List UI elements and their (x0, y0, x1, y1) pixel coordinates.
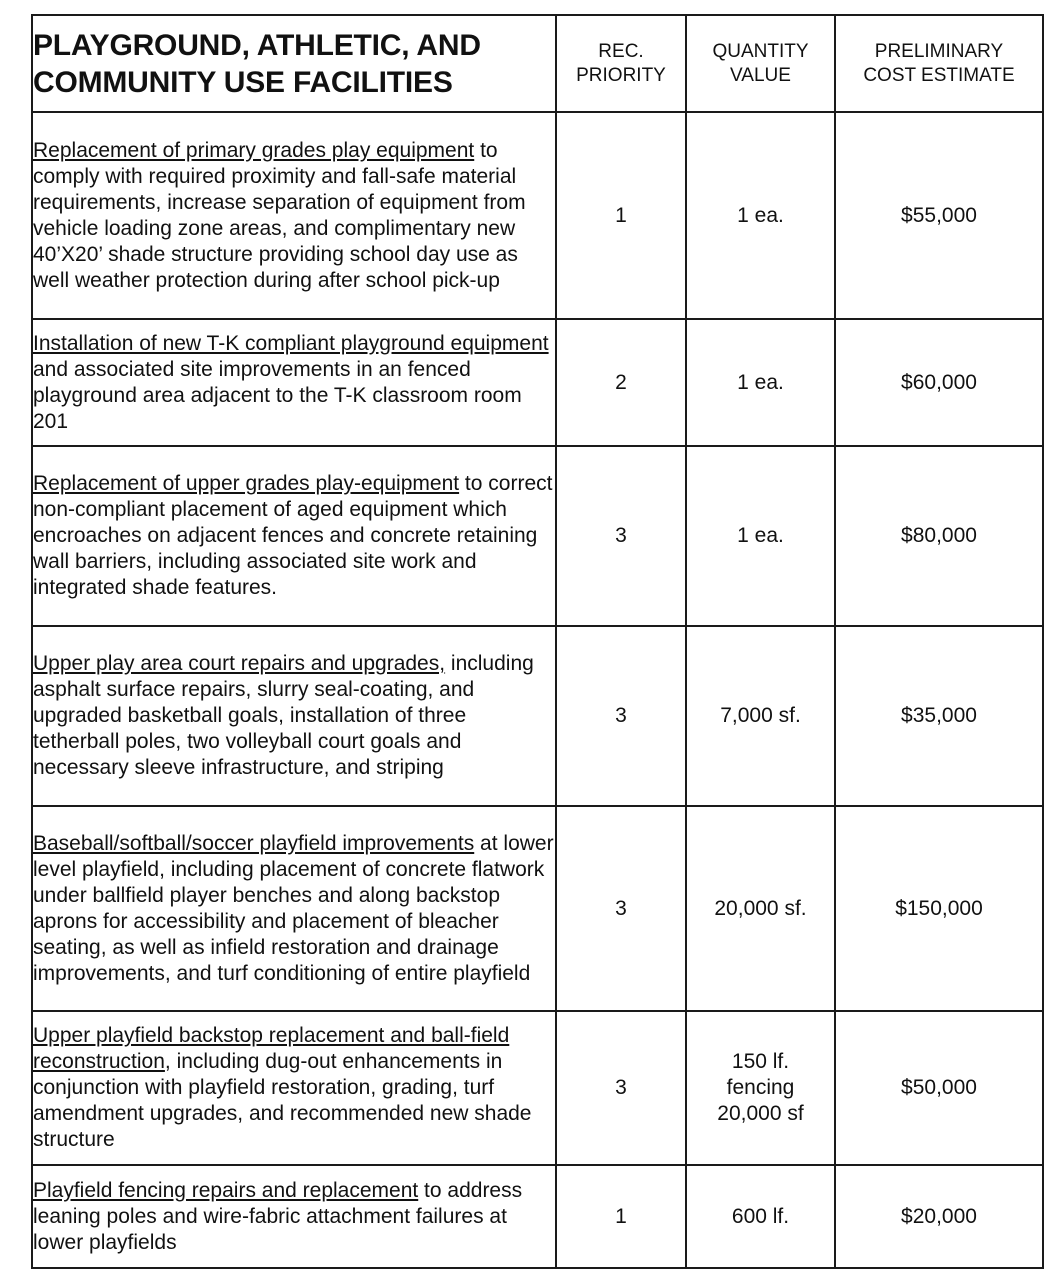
row-description (32, 1011, 556, 1165)
row-cost: $150,000 (835, 806, 1043, 1011)
table-row (32, 319, 1043, 446)
table-title-line1: PLAYGROUND, ATHLETIC, AND (33, 28, 481, 62)
priority-header-line1: REC. (598, 40, 644, 62)
quantity-line: 600 lf. (731, 1204, 790, 1228)
row-description (32, 319, 556, 446)
row-description-rest: to address leaning poles and wire-fabric attachment failures at lower playfields (33, 1178, 523, 1254)
table-row (32, 112, 1043, 319)
row-description-lead: Baseball/softball/soccer playfield improvements (33, 831, 475, 855)
quantity-line: 1 ea. (737, 524, 784, 547)
row-description-rest: at lower level playfield, including placement of concrete flatwork under ballfield player benches and along backstop aprons for accessibility and placement of bleacher seating, as well as infield restoration and drainage improvements, and turf conditioning of entire playfield (33, 831, 554, 985)
row-description-lead: Playfield fencing repairs and replacement (33, 1178, 419, 1202)
quantity-line: 1 ea. (737, 370, 784, 394)
row-cost: $50,000 (835, 1011, 1043, 1165)
row-priority: 3 (556, 446, 686, 626)
table-row (32, 1011, 1043, 1165)
row-description-rest: to comply with required proximity and fall-safe material requirements, increase separation of equipment from vehicle loading zone areas, and complimentary new 40’X20’ shade structure providing school day use as well weather protection during after school pick-up (33, 138, 526, 292)
row-quantity (686, 806, 835, 1011)
table-title (32, 15, 556, 112)
row-description (32, 806, 556, 1011)
row-cost: $55,000 (835, 112, 1043, 319)
table-header-row (32, 15, 1043, 112)
row-description-rest: including asphalt surface repairs, slurry seal-coating, and upgraded basketball goals, installation of three tetherball poles, two volleyball court goals and necessary sleeve infrastructure, and striping (33, 652, 534, 779)
row-description-rest: , including dug-out enhancements in conjunction with playfield restoration, grading, turf amendment upgrades, and recommended new shade structure (33, 1050, 532, 1151)
row-priority: 3 (556, 626, 686, 806)
row-priority: 3 (556, 1011, 686, 1165)
row-description-lead: Installation of new T-K compliant playground equipment (33, 331, 549, 355)
row-description-rest: to correct non-compliant placement of aged equipment which encroaches on adjacent fences and concrete retaining wall barriers, including associated site work and integrated shade features. (33, 472, 553, 599)
row-cost: $20,000 (835, 1165, 1043, 1268)
row-description-lead: Upper play area court repairs and upgrades, (33, 652, 446, 675)
row-description-rest: and associated site improvements in an fenced playground area adjacent to the T-K classroom room 201 (33, 357, 522, 433)
row-description (32, 446, 556, 626)
row-quantity (686, 1011, 835, 1165)
quantity-line: 20,000 sf. (714, 896, 807, 920)
row-priority: 1 (556, 1165, 686, 1268)
quantity-column-header (686, 15, 835, 112)
row-description (32, 112, 556, 319)
table-title-line2: COMMUNITY USE FACILITIES (33, 65, 453, 99)
quantity-line: 1 ea. (737, 203, 784, 227)
row-quantity (686, 1165, 835, 1268)
quantity-header-line2: VALUE (730, 64, 791, 86)
row-quantity (686, 112, 835, 319)
quantity-header-line1: QUANTITY (712, 40, 809, 62)
row-quantity (686, 446, 835, 626)
priority-column-header (556, 15, 686, 112)
table-row (32, 1165, 1043, 1268)
row-cost: $80,000 (835, 446, 1043, 626)
row-cost: $60,000 (835, 319, 1043, 446)
row-quantity (686, 626, 835, 806)
table-row (32, 446, 1043, 626)
row-description-lead: Replacement of upper grades play-equipment (33, 472, 460, 495)
quantity-line: 7,000 sf. (720, 704, 801, 727)
cost-header-line2: COST ESTIMATE (863, 64, 1015, 86)
row-quantity (686, 319, 835, 446)
cost-header-line1: PRELIMINARY (874, 40, 1004, 62)
row-description-lead: Upper playfield backstop replacement and ball-field reconstruction (33, 1024, 510, 1073)
cost-column-header (835, 15, 1043, 112)
row-priority: 2 (556, 319, 686, 446)
priority-header-line2: PRIORITY (576, 64, 666, 86)
table-row (32, 806, 1043, 1011)
row-description-lead: Replacement of primary grades play equipment (33, 138, 475, 162)
row-cost: $35,000 (835, 626, 1043, 806)
table-row (32, 626, 1043, 806)
row-description (32, 626, 556, 806)
facilities-cost-table (31, 14, 1044, 1269)
quantity-line: 150 lf. (731, 1050, 790, 1073)
row-priority: 1 (556, 112, 686, 319)
row-priority: 3 (556, 806, 686, 1011)
row-description (32, 1165, 556, 1268)
quantity-line: 20,000 sf (717, 1102, 804, 1125)
quantity-line: fencing (726, 1076, 795, 1099)
